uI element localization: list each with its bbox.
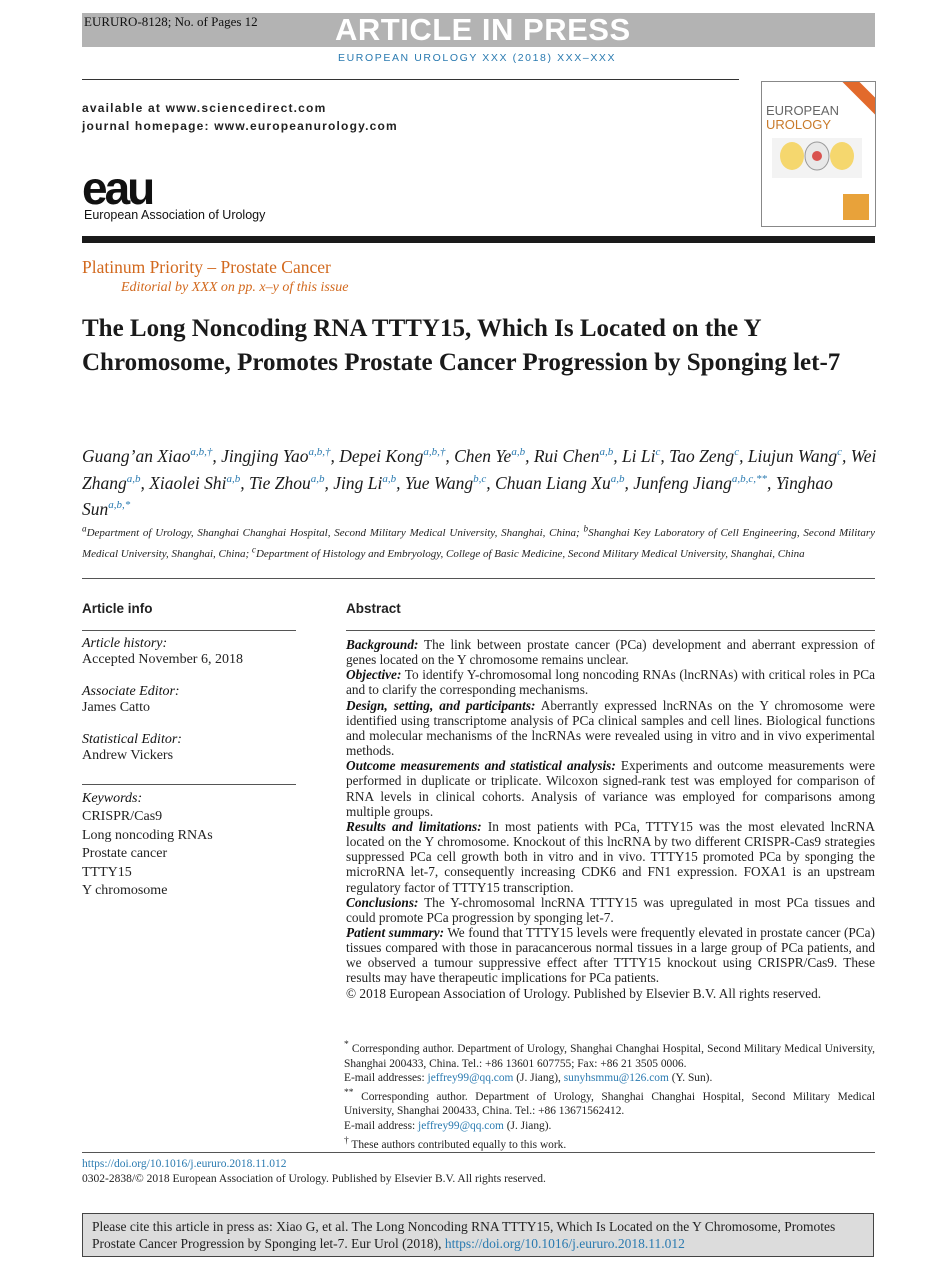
- available-line[interactable]: available at www.sciencedirect.com: [82, 101, 327, 115]
- issn-line: 0302-2838/© 2018 European Association of Urology. Published by Elsevier B.V. All rights reserved.: [82, 1173, 546, 1185]
- author: Yinghao Sun$^{a,b,*}$: [82, 472, 833, 520]
- homepage-line[interactable]: journal homepage: www.europeanurology.com: [82, 119, 398, 133]
- associate-editor: [82, 684, 180, 716]
- keywords: [82, 790, 213, 900]
- abstract-section: Patient summary: We found that TTTY15 levels were frequently elevated in prostate cancer (PCa) tissues compared with those in paracancerous normal tissues in a large group of PCa patients, and we observed a tumour suppressive effect after TTTY15 knockout using CRISPR/Cas9. These results may have therapeutic implications for PCa patients.: [346, 924, 875, 986]
- footnote-emails-1: E-mail addresses: jeffrey99@qq.com (J. Jiang), sunyhsmmu@126.com (Y. Sun).: [344, 1072, 713, 1085]
- eau-logo-text: eau: [82, 168, 153, 208]
- author: Depei Kong$^{a,b,\dagger}$: [339, 445, 446, 466]
- affiliation: $^b$Shanghai Key Laboratory of Cell Engineering, Second Military Medical University, Shanghai, China;: [82, 523, 876, 561]
- footnote-email-2: E-mail address: jeffrey99@qq.com (J. Jiang).: [344, 1120, 552, 1133]
- affiliation: $^c$Department of Histology and Embryology, College of Basic Medicine, Second Military Medical University, Shanghai, China: [251, 544, 805, 561]
- author: Junfeng Jiang$^{a,b,c,**}$: [633, 472, 768, 493]
- editorial-note: Editorial by XXX on pp. x–y of this issue: [121, 280, 349, 295]
- title-rule: [82, 578, 875, 579]
- keywords-label: Keywords:: [82, 791, 143, 806]
- associate-value: James Catto: [82, 700, 151, 715]
- abstract-section: Objective: To identify Y-chromosomal long noncoding RNAs (lncRNAs) with critical roles in PCa and to clarify the corresponding mechanisms.: [346, 667, 875, 698]
- author: Chen Ye$^{a,b}$: [454, 445, 526, 466]
- history-value: Accepted November 6, 2018: [82, 652, 243, 667]
- footnotes: [344, 1038, 875, 1152]
- cover-ribbon: [834, 81, 876, 115]
- footnote-corresponding-2: ** Corresponding author. Department of Urology, Shanghai Changhai Hospital, Second Military Medical University, Shanghai 200433, China. Tel.: +86 13671562412.: [344, 1087, 875, 1118]
- associate-label: Associate Editor:: [82, 684, 180, 699]
- statistical-value: Andrew Vickers: [82, 748, 174, 763]
- keyword-item: TTTY15: [82, 864, 132, 880]
- header-thick-rule: [82, 236, 875, 243]
- citation-doi-link[interactable]: https://doi.org/10.1016/j.eururo.2018.11.012: [444, 1236, 685, 1251]
- citation-text: Please cite this article in press as: Xiao G, et al. The Long Noncoding RNA TTTY15, Which Is Located on the Y Chromosome, Promotes Prostate Cancer Progression by Sponging let-7. Eur Urol (2018),: [92, 1219, 836, 1251]
- manuscript-ref: EURURO-8128; No. of Pages 12: [84, 14, 258, 29]
- keyword-item: CRISPR/Cas9: [82, 809, 163, 825]
- journal-line: EUROPEAN UROLOGY XXX (2018) XXX–XXX: [338, 52, 617, 64]
- keyword-item: Prostate cancer: [82, 846, 168, 862]
- cover-impact-badge: [843, 194, 869, 220]
- author: Li Li$^c$: [621, 445, 661, 466]
- abstract-section: Results and limitations: In most patients with PCa, TTTY15 was the most elevated lncRNA located on the Y chromosome. Knockout of this lncRNA by two different CRISPR-Cas9 strategies suppressed PCa cell growth both in vitro and in vivo. TTTY15 promoted PCa by sponging the microRNA let-7, consequently increasing CDK6 and FN1 expression. FOXA1 is an upstream regulatory factor of TTTY15 transcription.: [346, 818, 875, 895]
- article-info-heading: Article info: [82, 601, 153, 616]
- article-info-rule: [82, 630, 296, 631]
- cover-title: [766, 104, 839, 132]
- abstract-rule: [346, 630, 875, 631]
- journal-cover[interactable]: [761, 81, 876, 227]
- author: Liujun Wang$^c$: [747, 445, 843, 466]
- keyword-item: Long noncoding RNAs: [82, 827, 213, 843]
- cover-illustration-icon: [772, 138, 862, 178]
- header-rule: [82, 79, 739, 80]
- footer-rule: [82, 1152, 875, 1153]
- affiliations: [82, 520, 875, 563]
- email-link[interactable]: sunyhsmmu@126.com: [563, 1072, 669, 1085]
- eau-logo-subtitle: European Association of Urology: [84, 208, 266, 222]
- statistical-editor: [82, 732, 182, 764]
- eau-logo-icon: [82, 168, 182, 208]
- abstract-body: [346, 637, 875, 1001]
- abstract-section: Conclusions: The Y-chromosomal lncRNA TTTY15 was upregulated in most PCa tissues and could promote PCa progression by sponging let-7.: [346, 894, 875, 925]
- author: Rui Chen$^{a,b}$: [533, 445, 614, 466]
- author: Guang’an Xiao$^{a,b,\dagger}$: [82, 445, 213, 466]
- cover-title-line1: EUROPEAN: [766, 103, 839, 118]
- author: Yue Wang$^{b,c}$: [404, 472, 487, 493]
- doi-link[interactable]: https://doi.org/10.1016/j.eururo.2018.11.012: [82, 1158, 287, 1170]
- author: Wei Zhang$^{a,b}$: [82, 445, 877, 493]
- footnote-dagger: † These authors contributed equally to this work.: [344, 1135, 567, 1151]
- statistical-label: Statistical Editor:: [82, 732, 182, 747]
- availability-block: [82, 99, 398, 135]
- author: Xiaolei Shi$^{a,b}$: [149, 472, 241, 493]
- email-link[interactable]: jeffrey99@qq.com: [427, 1072, 514, 1085]
- abstract-copyright: © 2018 European Association of Urology. Published by Elsevier B.V. All rights reserved.: [346, 985, 822, 1001]
- author: Tie Zhou$^{a,b}$: [249, 472, 325, 493]
- affiliation: $^a$Department of Urology, Shanghai Changhai Hospital, Second Military Medical University, Shanghai, China;: [82, 523, 580, 539]
- article-history: [82, 636, 243, 668]
- author: Jing Li$^{a,b}$: [333, 472, 397, 493]
- footnote-corresponding-1: * Corresponding author. Department of Urology, Shanghai Changhai Hospital, Second Military Medical University, Shanghai 200433, China. Tel.: +86 13601 607755; Fax: +86 21 3505 0006.: [344, 1040, 875, 1070]
- abstract-section: Design, setting, and participants: Aberrantly expressed lncRNAs on the Y chromosome were identified using transcriptome analysis of PCa clinical samples and cell lines. Biological functions and molecular mechanisms of the lncRNAs were revealed using in vitro and in vivo experimental methods.: [346, 697, 875, 759]
- cover-title-line2: UROLOGY: [766, 117, 832, 132]
- author: Jingjing Yao$^{a,b,\dagger}$: [221, 445, 331, 466]
- banner-title: ARTICLE IN PRESS: [335, 12, 631, 47]
- author: Chuan Liang Xu$^{a,b}$: [495, 472, 625, 493]
- abstract-heading: Abstract: [346, 601, 401, 616]
- author-list: Guang’an Xiao$^{a,b,\dagger}$, Jingjing Yao$^{a,b,\dagger}$, Depei Kong$^{a,b,\dagger}$, Chen Ye$^{a,b}$, Rui Chen$^{a,b}$, Li Li$^c$, Tao Zeng$^c$, Liujun Wang$^c$, Wei Zhang$^{a,b}$, Xiaolei Shi$^{a,b}$, Tie Zhou$^{a,b}$, Jing Li$^{a,b}$, Yue Wang$^{b,c}$, Chuan Liang Xu$^{a,b}$, Junfeng Jiang$^{a,b,c,**}$, Yinghao Sun$^{a,b,*}$: [82, 445, 877, 520]
- history-label: Article history:: [82, 636, 168, 651]
- keywords-rule: [82, 784, 296, 785]
- keyword-item: Y chromosome: [82, 883, 168, 899]
- section-label: Platinum Priority – Prostate Cancer: [82, 257, 331, 277]
- citation-box: [82, 1213, 874, 1257]
- author: Tao Zeng$^c$: [669, 445, 740, 466]
- email-link[interactable]: jeffrey99@qq.com: [418, 1120, 504, 1133]
- abstract-section: Outcome measurements and statistical analysis: Experiments and outcome measurements were performed in duplicate or triplicate. Wilcoxon signed-rank test was employed for comparison of RNA levels in clinical cohorts. Analysis of variance was employed for comparisons among multiple groups.: [346, 758, 876, 819]
- abstract-section: Background: The link between prostate cancer (PCa) development and aberrant expression of genes located on the Y chromosome remains unclear.: [346, 637, 875, 668]
- article-title: The Long Noncoding RNA TTTY15, Which Is Located on the Y Chromosome, Promotes Prostate Cancer Progression by Sponging let-7: [82, 315, 841, 376]
